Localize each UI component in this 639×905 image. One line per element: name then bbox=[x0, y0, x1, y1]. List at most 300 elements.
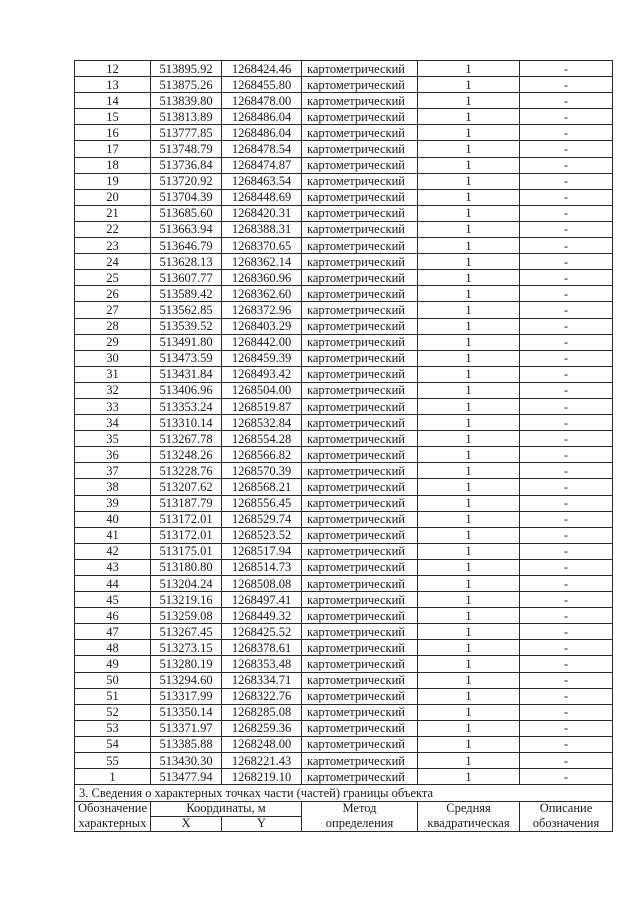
header-description-2: обозначения bbox=[520, 817, 613, 832]
table-row bbox=[75, 720, 613, 736]
coord-y: 1268378.61 bbox=[222, 640, 302, 656]
description: - bbox=[520, 77, 613, 93]
point-number: 38 bbox=[75, 479, 151, 495]
coord-x: 513204.24 bbox=[151, 576, 222, 592]
method: картометрический bbox=[302, 398, 418, 414]
point-number: 26 bbox=[75, 286, 151, 302]
table-row bbox=[75, 398, 613, 414]
coord-x: 513813.89 bbox=[151, 109, 222, 125]
point-number: 30 bbox=[75, 350, 151, 366]
coord-x: 513172.01 bbox=[151, 511, 222, 527]
table-row bbox=[75, 736, 613, 752]
method: картометрический bbox=[302, 205, 418, 221]
coord-x: 513353.24 bbox=[151, 398, 222, 414]
point-number: 21 bbox=[75, 205, 151, 221]
coord-y: 1268529.74 bbox=[222, 511, 302, 527]
method: картометрический bbox=[302, 559, 418, 575]
description: - bbox=[520, 189, 613, 205]
accuracy: 1 bbox=[418, 286, 520, 302]
coord-x: 513430.30 bbox=[151, 753, 222, 769]
table-row bbox=[75, 366, 613, 382]
method: картометрический bbox=[302, 189, 418, 205]
accuracy: 1 bbox=[418, 366, 520, 382]
description: - bbox=[520, 221, 613, 237]
point-number: 45 bbox=[75, 592, 151, 608]
description: - bbox=[520, 592, 613, 608]
table-row bbox=[75, 270, 613, 286]
coord-x: 513280.19 bbox=[151, 656, 222, 672]
point-number: 12 bbox=[75, 61, 151, 77]
table-row bbox=[75, 141, 613, 157]
description: - bbox=[520, 559, 613, 575]
table-row bbox=[75, 624, 613, 640]
table-row bbox=[75, 672, 613, 688]
accuracy: 1 bbox=[418, 141, 520, 157]
coord-x: 513294.60 bbox=[151, 672, 222, 688]
coord-x: 513385.88 bbox=[151, 736, 222, 752]
coord-x: 513371.97 bbox=[151, 720, 222, 736]
coord-x: 513310.14 bbox=[151, 415, 222, 431]
coord-y: 1268362.14 bbox=[222, 254, 302, 270]
method: картометрический bbox=[302, 61, 418, 77]
method: картометрический bbox=[302, 238, 418, 254]
description: - bbox=[520, 398, 613, 414]
table-row bbox=[75, 157, 613, 173]
section3-block bbox=[75, 785, 613, 832]
table-row bbox=[75, 753, 613, 769]
table-row bbox=[75, 559, 613, 575]
point-number: 22 bbox=[75, 221, 151, 237]
table-row bbox=[75, 334, 613, 350]
table-row bbox=[75, 173, 613, 189]
method: картометрический bbox=[302, 318, 418, 334]
table-row bbox=[75, 77, 613, 93]
coord-y: 1268554.28 bbox=[222, 431, 302, 447]
table-row bbox=[75, 205, 613, 221]
description: - bbox=[520, 753, 613, 769]
coord-x: 513663.94 bbox=[151, 221, 222, 237]
method: картометрический bbox=[302, 720, 418, 736]
method: картометрический bbox=[302, 447, 418, 463]
point-number: 41 bbox=[75, 527, 151, 543]
accuracy: 1 bbox=[418, 221, 520, 237]
coord-y: 1268568.21 bbox=[222, 479, 302, 495]
coord-y: 1268388.31 bbox=[222, 221, 302, 237]
method: картометрический bbox=[302, 93, 418, 109]
method: картометрический bbox=[302, 688, 418, 704]
table-row bbox=[75, 447, 613, 463]
coord-y: 1268362.60 bbox=[222, 286, 302, 302]
description: - bbox=[520, 736, 613, 752]
coord-x: 513720.92 bbox=[151, 173, 222, 189]
point-number: 28 bbox=[75, 318, 151, 334]
table-row bbox=[75, 318, 613, 334]
point-number: 36 bbox=[75, 447, 151, 463]
table-row bbox=[75, 495, 613, 511]
coord-x: 513875.26 bbox=[151, 77, 222, 93]
coord-x: 513895.92 bbox=[151, 61, 222, 77]
method: картометрический bbox=[302, 463, 418, 479]
accuracy: 1 bbox=[418, 527, 520, 543]
accuracy: 1 bbox=[418, 93, 520, 109]
description: - bbox=[520, 495, 613, 511]
table-row bbox=[75, 688, 613, 704]
method: картометрический bbox=[302, 576, 418, 592]
coord-x: 513491.80 bbox=[151, 334, 222, 350]
point-number: 37 bbox=[75, 463, 151, 479]
description: - bbox=[520, 157, 613, 173]
table-row bbox=[75, 61, 613, 77]
coord-y: 1268486.04 bbox=[222, 109, 302, 125]
accuracy: 1 bbox=[418, 656, 520, 672]
coord-y: 1268424.46 bbox=[222, 61, 302, 77]
accuracy: 1 bbox=[418, 511, 520, 527]
accuracy: 1 bbox=[418, 302, 520, 318]
coord-y: 1268566.82 bbox=[222, 447, 302, 463]
method: картометрический bbox=[302, 366, 418, 382]
header-designation: Обозначение bbox=[75, 802, 151, 817]
coord-x: 513317.99 bbox=[151, 688, 222, 704]
table-row bbox=[75, 543, 613, 559]
table-row bbox=[75, 463, 613, 479]
coord-x: 513350.14 bbox=[151, 704, 222, 720]
accuracy: 1 bbox=[418, 720, 520, 736]
table-row bbox=[75, 189, 613, 205]
coord-y: 1268508.08 bbox=[222, 576, 302, 592]
accuracy: 1 bbox=[418, 559, 520, 575]
point-number: 53 bbox=[75, 720, 151, 736]
method: картометрический bbox=[302, 286, 418, 302]
description: - bbox=[520, 527, 613, 543]
header-x: X bbox=[151, 817, 222, 832]
coord-y: 1268474.87 bbox=[222, 157, 302, 173]
point-number: 1 bbox=[75, 769, 151, 785]
accuracy: 1 bbox=[418, 688, 520, 704]
coord-x: 513685.60 bbox=[151, 205, 222, 221]
description: - bbox=[520, 576, 613, 592]
coord-y: 1268370.65 bbox=[222, 238, 302, 254]
method: картометрический bbox=[302, 479, 418, 495]
accuracy: 1 bbox=[418, 382, 520, 398]
accuracy: 1 bbox=[418, 254, 520, 270]
coord-x: 513704.39 bbox=[151, 189, 222, 205]
coord-y: 1268322.76 bbox=[222, 688, 302, 704]
description: - bbox=[520, 302, 613, 318]
point-number: 46 bbox=[75, 608, 151, 624]
method: картометрический bbox=[302, 656, 418, 672]
accuracy: 1 bbox=[418, 270, 520, 286]
description: - bbox=[520, 173, 613, 189]
point-number: 20 bbox=[75, 189, 151, 205]
table-row bbox=[75, 254, 613, 270]
coord-y: 1268442.00 bbox=[222, 334, 302, 350]
method: картометрический bbox=[302, 270, 418, 286]
method: картометрический bbox=[302, 173, 418, 189]
point-number: 32 bbox=[75, 382, 151, 398]
accuracy: 1 bbox=[418, 753, 520, 769]
coord-y: 1268463.54 bbox=[222, 173, 302, 189]
description: - bbox=[520, 720, 613, 736]
accuracy: 1 bbox=[418, 205, 520, 221]
table-row bbox=[75, 769, 613, 785]
point-number: 43 bbox=[75, 559, 151, 575]
coord-y: 1268425.52 bbox=[222, 624, 302, 640]
method: картометрический bbox=[302, 624, 418, 640]
accuracy: 1 bbox=[418, 672, 520, 688]
coord-x: 513431.84 bbox=[151, 366, 222, 382]
coord-y: 1268372.96 bbox=[222, 302, 302, 318]
header-method-2: определения bbox=[302, 817, 418, 832]
method: картометрический bbox=[302, 608, 418, 624]
method: картометрический bbox=[302, 77, 418, 93]
point-number: 29 bbox=[75, 334, 151, 350]
description: - bbox=[520, 511, 613, 527]
accuracy: 1 bbox=[418, 350, 520, 366]
description: - bbox=[520, 270, 613, 286]
accuracy: 1 bbox=[418, 592, 520, 608]
accuracy: 1 bbox=[418, 495, 520, 511]
table-row bbox=[75, 527, 613, 543]
table-row bbox=[75, 576, 613, 592]
coord-x: 513646.79 bbox=[151, 238, 222, 254]
description: - bbox=[520, 125, 613, 141]
accuracy: 1 bbox=[418, 189, 520, 205]
description: - bbox=[520, 704, 613, 720]
description: - bbox=[520, 318, 613, 334]
method: картометрический bbox=[302, 543, 418, 559]
method: картометрический bbox=[302, 415, 418, 431]
table-row bbox=[75, 431, 613, 447]
accuracy: 1 bbox=[418, 61, 520, 77]
coord-x: 513562.85 bbox=[151, 302, 222, 318]
method: картометрический bbox=[302, 527, 418, 543]
method: картометрический bbox=[302, 431, 418, 447]
accuracy: 1 bbox=[418, 447, 520, 463]
header-designation-2: характерных bbox=[75, 817, 151, 832]
table-row bbox=[75, 511, 613, 527]
point-number: 39 bbox=[75, 495, 151, 511]
method: картометрический bbox=[302, 640, 418, 656]
coord-x: 513187.79 bbox=[151, 495, 222, 511]
coord-y: 1268455.80 bbox=[222, 77, 302, 93]
point-number: 31 bbox=[75, 366, 151, 382]
accuracy: 1 bbox=[418, 415, 520, 431]
method: картометрический bbox=[302, 125, 418, 141]
description: - bbox=[520, 286, 613, 302]
method: картометрический bbox=[302, 495, 418, 511]
coord-x: 513748.79 bbox=[151, 141, 222, 157]
accuracy: 1 bbox=[418, 769, 520, 785]
coord-y: 1268449.32 bbox=[222, 608, 302, 624]
method: картометрический bbox=[302, 592, 418, 608]
table-row bbox=[75, 125, 613, 141]
coord-y: 1268259.36 bbox=[222, 720, 302, 736]
point-number: 40 bbox=[75, 511, 151, 527]
coord-x: 513219.16 bbox=[151, 592, 222, 608]
coord-y: 1268285.08 bbox=[222, 704, 302, 720]
method: картометрический bbox=[302, 221, 418, 237]
table-row bbox=[75, 656, 613, 672]
section3-header-row-1 bbox=[75, 802, 613, 817]
description: - bbox=[520, 463, 613, 479]
point-number: 15 bbox=[75, 109, 151, 125]
description: - bbox=[520, 334, 613, 350]
description: - bbox=[520, 205, 613, 221]
point-number: 27 bbox=[75, 302, 151, 318]
point-number: 51 bbox=[75, 688, 151, 704]
table-row bbox=[75, 109, 613, 125]
description: - bbox=[520, 431, 613, 447]
accuracy: 1 bbox=[418, 608, 520, 624]
method: картометрический bbox=[302, 334, 418, 350]
coord-y: 1268532.84 bbox=[222, 415, 302, 431]
coord-y: 1268420.31 bbox=[222, 205, 302, 221]
point-number: 48 bbox=[75, 640, 151, 656]
coord-x: 513175.01 bbox=[151, 543, 222, 559]
accuracy: 1 bbox=[418, 238, 520, 254]
coord-y: 1268519.87 bbox=[222, 398, 302, 414]
point-number: 52 bbox=[75, 704, 151, 720]
coord-y: 1268403.29 bbox=[222, 318, 302, 334]
coord-y: 1268556.45 bbox=[222, 495, 302, 511]
header-accuracy-2: квадратическая bbox=[418, 817, 520, 832]
accuracy: 1 bbox=[418, 704, 520, 720]
description: - bbox=[520, 543, 613, 559]
coord-y: 1268514.73 bbox=[222, 559, 302, 575]
method: картометрический bbox=[302, 141, 418, 157]
table-row bbox=[75, 221, 613, 237]
description: - bbox=[520, 93, 613, 109]
coordinates-sheet bbox=[74, 60, 612, 832]
point-number: 24 bbox=[75, 254, 151, 270]
point-number: 42 bbox=[75, 543, 151, 559]
accuracy: 1 bbox=[418, 334, 520, 350]
description: - bbox=[520, 672, 613, 688]
coord-y: 1268360.96 bbox=[222, 270, 302, 286]
header-accuracy: Средняя bbox=[418, 802, 520, 817]
coord-y: 1268497.41 bbox=[222, 592, 302, 608]
method: картометрический bbox=[302, 350, 418, 366]
coord-y: 1268353.48 bbox=[222, 656, 302, 672]
table-row bbox=[75, 238, 613, 254]
coord-x: 513628.13 bbox=[151, 254, 222, 270]
point-number: 34 bbox=[75, 415, 151, 431]
accuracy: 1 bbox=[418, 431, 520, 447]
method: картометрический bbox=[302, 254, 418, 270]
description: - bbox=[520, 61, 613, 77]
description: - bbox=[520, 479, 613, 495]
accuracy: 1 bbox=[418, 109, 520, 125]
table-row bbox=[75, 608, 613, 624]
accuracy: 1 bbox=[418, 543, 520, 559]
coord-y: 1268478.00 bbox=[222, 93, 302, 109]
coord-x: 513839.80 bbox=[151, 93, 222, 109]
method: картометрический bbox=[302, 302, 418, 318]
section3-header-row-2 bbox=[75, 817, 613, 832]
coord-y: 1268517.94 bbox=[222, 543, 302, 559]
section3-title: 3. Сведения о характерных точках части (частей) границы объекта bbox=[75, 785, 613, 802]
coord-x: 513477.94 bbox=[151, 769, 222, 785]
accuracy: 1 bbox=[418, 624, 520, 640]
table-row bbox=[75, 640, 613, 656]
point-number: 54 bbox=[75, 736, 151, 752]
header-method: Метод bbox=[302, 802, 418, 817]
coord-y: 1268570.39 bbox=[222, 463, 302, 479]
point-number: 47 bbox=[75, 624, 151, 640]
description: - bbox=[520, 624, 613, 640]
method: картометрический bbox=[302, 672, 418, 688]
table-row bbox=[75, 286, 613, 302]
coord-y: 1268486.04 bbox=[222, 125, 302, 141]
coord-y: 1268493.42 bbox=[222, 366, 302, 382]
accuracy: 1 bbox=[418, 398, 520, 414]
accuracy: 1 bbox=[418, 640, 520, 656]
description: - bbox=[520, 141, 613, 157]
accuracy: 1 bbox=[418, 463, 520, 479]
point-number: 50 bbox=[75, 672, 151, 688]
coord-x: 513248.26 bbox=[151, 447, 222, 463]
point-number: 35 bbox=[75, 431, 151, 447]
method: картометрический bbox=[302, 109, 418, 125]
method: картометрический bbox=[302, 511, 418, 527]
description: - bbox=[520, 109, 613, 125]
coord-x: 513180.80 bbox=[151, 559, 222, 575]
method: картометрический bbox=[302, 157, 418, 173]
description: - bbox=[520, 608, 613, 624]
table-row bbox=[75, 479, 613, 495]
table-row bbox=[75, 704, 613, 720]
coord-y: 1268523.52 bbox=[222, 527, 302, 543]
accuracy: 1 bbox=[418, 318, 520, 334]
point-number: 55 bbox=[75, 753, 151, 769]
description: - bbox=[520, 366, 613, 382]
accuracy: 1 bbox=[418, 125, 520, 141]
coord-x: 513406.96 bbox=[151, 382, 222, 398]
point-number: 13 bbox=[75, 77, 151, 93]
table-row bbox=[75, 415, 613, 431]
description: - bbox=[520, 769, 613, 785]
coord-y: 1268478.54 bbox=[222, 141, 302, 157]
coord-x: 513777.85 bbox=[151, 125, 222, 141]
description: - bbox=[520, 640, 613, 656]
point-number: 18 bbox=[75, 157, 151, 173]
table-row bbox=[75, 592, 613, 608]
accuracy: 1 bbox=[418, 576, 520, 592]
coord-x: 513267.78 bbox=[151, 431, 222, 447]
point-number: 19 bbox=[75, 173, 151, 189]
coord-y: 1268221.43 bbox=[222, 753, 302, 769]
point-number: 16 bbox=[75, 125, 151, 141]
point-number: 33 bbox=[75, 398, 151, 414]
method: картометрический bbox=[302, 704, 418, 720]
coord-x: 513267.45 bbox=[151, 624, 222, 640]
coord-x: 513607.77 bbox=[151, 270, 222, 286]
coord-x: 513172.01 bbox=[151, 527, 222, 543]
coordinates-rows bbox=[75, 61, 613, 785]
accuracy: 1 bbox=[418, 77, 520, 93]
coord-x: 513539.52 bbox=[151, 318, 222, 334]
method: картометрический bbox=[302, 753, 418, 769]
point-number: 14 bbox=[75, 93, 151, 109]
coord-y: 1268334.71 bbox=[222, 672, 302, 688]
table-row bbox=[75, 382, 613, 398]
description: - bbox=[520, 688, 613, 704]
coord-x: 513589.42 bbox=[151, 286, 222, 302]
table-row bbox=[75, 302, 613, 318]
description: - bbox=[520, 350, 613, 366]
section3-title-row bbox=[75, 785, 613, 802]
point-number: 44 bbox=[75, 576, 151, 592]
